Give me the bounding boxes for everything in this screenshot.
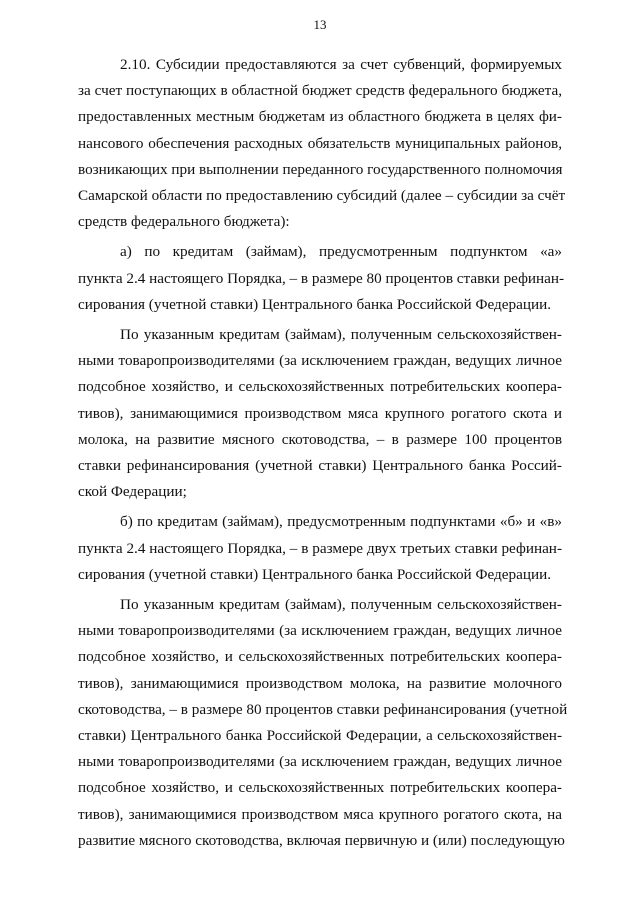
text-line: пункта 2.4 настоящего Порядка, – в размере двух третьих ставки рефинан- [78,539,562,557]
text-line: подсобное хозяйство, и сельскохозяйственных потребительских коопера- [78,648,562,666]
text-line: предоставленных местным бюджетам из областного бюджета в целях фи- [78,108,562,126]
text-line: Самарской области по предоставлению субсидий (далее – субсидии за счёт [78,187,566,205]
paragraph [78,509,562,588]
text-line: средств федерального бюджета): [78,213,290,231]
text-line: ставки рефинансирования (учетной ставки) Центрального банка Россий- [78,457,562,475]
text-line: подсобное хозяйство, и сельскохозяйственных потребительских коопера- [78,378,562,396]
text-line: развитие мясного скотоводства, включая первичную и (или) последующую [78,831,565,849]
text-line: пункта 2.4 настоящего Порядка, – в размере 80 процентов ставки рефинан- [78,269,565,287]
text-line: тивов), занимающимися производством молока, на развитие молочного [78,674,562,692]
text-line: ставки) Центрального банка Российской Федерации, а сельскохозяйствен- [78,727,562,745]
text-line: сирования (учетной ставки) Центрального банка Российской Федерации. [78,565,551,583]
text-line: сирования (учетной ставки) Центрального банка Российской Федерации. [78,295,551,313]
text-line: б) по кредитам (займам), предусмотренным подпунктами «б» и «в» [120,513,562,531]
text-line: а) по кредитам (займам), предусмотренным подпунктом «а» [120,243,562,261]
paragraph [78,239,565,318]
text-line: молока, на развитие мясного скотоводства, – в размере 100 процентов [78,430,562,448]
paragraph [78,322,562,505]
paragraph [78,52,566,235]
text-line: за счет поступающих в областной бюджет средств федерального бюджета, [78,82,562,100]
text-line: ными товаропроизводителями (за исключением граждан, ведущих личное [78,352,562,370]
text-line: скотоводства, – в размере 80 процентов ставки рефинансирования (учетной [78,700,568,718]
text-line: По указанным кредитам (займам), полученным сельскохозяйствен- [120,596,562,614]
text-line: тивов), занимающимися производством мяса крупного рогатого скота и [78,404,562,422]
text-line: ными товаропроизводителями (за исключением граждан, ведущих личное [78,622,562,640]
text-line: тивов), занимающимися производством мяса крупного рогатого скота, на [78,805,562,823]
text-line: 2.10. Субсидии предоставляются за счет субвенций, формируемых [120,56,562,73]
text-line: ской Федерации; [78,483,187,501]
text-line: нансового обеспечения расходных обязательств муниципальных районов, [78,134,562,152]
paragraph [78,592,568,854]
text-line: По указанным кредитам (займам), полученным сельскохозяйствен- [120,326,562,344]
document-body [78,52,568,854]
text-line: возникающих при выполнении переданного государственного полномочия [78,160,563,178]
text-line: подсобное хозяйство, и сельскохозяйственных потребительских коопера- [78,779,562,797]
text-line: ными товаропроизводителями (за исключением граждан, ведущих личное [78,753,562,771]
page-number: 13 [313,17,327,32]
